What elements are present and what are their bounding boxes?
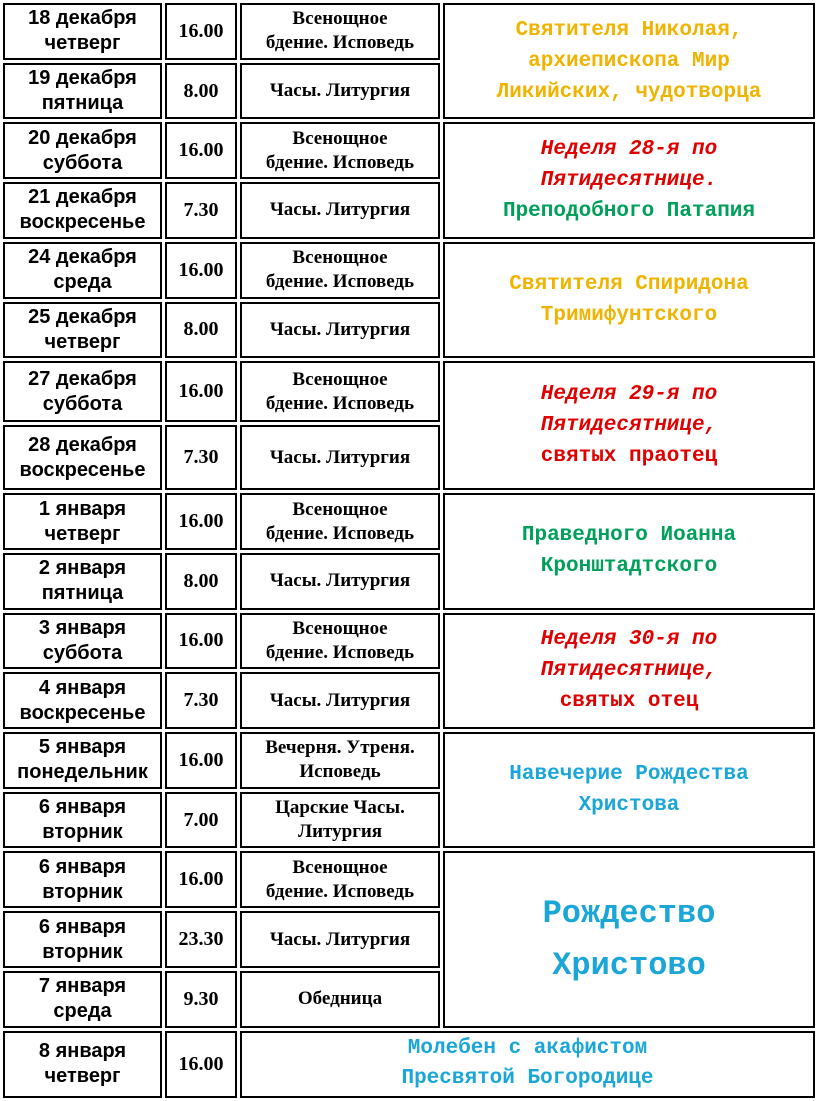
weekday: воскресенье: [19, 458, 146, 481]
feast-cell: [240, 1031, 815, 1098]
feast-cell: [443, 493, 815, 609]
day: 8 января: [38, 1040, 127, 1063]
weekday: суббота: [42, 641, 123, 664]
time-cell: 16.00: [165, 732, 237, 789]
day: 19 декабря: [28, 67, 137, 90]
time-cell: 9.30: [165, 971, 237, 1028]
time-cell: 16.00: [165, 1031, 237, 1098]
date-cell: [3, 672, 162, 729]
date-cell: [3, 851, 162, 908]
service-line: Вечерня. Утреня.: [265, 737, 415, 759]
feast-line: Пятидесятнице,: [540, 414, 718, 438]
weekday: воскресенье: [19, 211, 146, 234]
date-cell: [3, 361, 162, 422]
time-cell: 16.00: [165, 613, 237, 670]
date-cell: [3, 613, 162, 670]
schedule-row: [3, 3, 815, 60]
service-cell: [240, 242, 440, 299]
date-cell: [3, 63, 162, 120]
service-line: бдение. Исповедь: [265, 271, 415, 293]
weekday: вторник: [42, 940, 123, 963]
feast-line: святых праотец: [540, 445, 718, 469]
day: 5 января: [38, 736, 127, 759]
day: 21 декабря: [28, 186, 137, 209]
weekday: пятница: [41, 92, 124, 115]
weekday: воскресенье: [19, 701, 146, 724]
feast-line: Преподобного Патапия: [502, 200, 756, 224]
day: 18 декабря: [28, 7, 137, 30]
service-cell: [240, 971, 440, 1028]
day: 24 декабря: [28, 246, 137, 269]
day: 1 января: [38, 497, 127, 520]
date-cell: [3, 732, 162, 789]
feast-line: Христова: [578, 794, 680, 818]
feast-line: Святителя Николая,: [515, 18, 743, 42]
service-line: Всенощное: [292, 617, 388, 639]
weekday: среда: [53, 1000, 112, 1023]
date-cell: [3, 3, 162, 60]
date-cell: [3, 553, 162, 610]
time-cell: 7.30: [165, 425, 237, 490]
feast-line: Пресвятой Богородице: [401, 1067, 654, 1091]
date-cell: [3, 182, 162, 239]
service-line: Часы. Литургия: [269, 446, 411, 468]
day: 4 января: [38, 676, 127, 699]
service-line: Обедница: [297, 988, 383, 1010]
date-cell: [3, 242, 162, 299]
service-line: Всенощное: [292, 127, 388, 149]
service-line: Часы. Литургия: [269, 318, 411, 340]
day: 6 января: [38, 915, 127, 938]
feast-line: архиепископа Мир: [528, 49, 730, 73]
feast-line: Навечерие Рождества: [509, 763, 749, 787]
day: 2 января: [38, 557, 127, 580]
day: 20 декабря: [28, 126, 137, 149]
schedule-row: [3, 732, 815, 789]
service-line: бдение. Исповедь: [265, 392, 415, 414]
feast-line: Рождество: [542, 894, 716, 932]
service-cell: [240, 851, 440, 908]
time-cell: 7.00: [165, 792, 237, 849]
service-line: бдение. Исповедь: [265, 880, 415, 902]
feast-line: Праведного Иоанна: [521, 524, 737, 548]
date-cell: [3, 792, 162, 849]
service-cell: [240, 3, 440, 60]
day: 7 января: [38, 975, 127, 998]
weekday: понедельник: [17, 761, 148, 784]
service-cell: [240, 361, 440, 422]
day: 6 января: [38, 855, 127, 878]
weekday: пятница: [41, 582, 124, 605]
feast-cell: [443, 613, 815, 729]
service-line: Всенощное: [292, 247, 388, 269]
service-line: Исповедь: [299, 761, 381, 783]
service-line: Литургия: [297, 821, 383, 843]
service-line: Всенощное: [292, 856, 388, 878]
time-cell: 16.00: [165, 361, 237, 422]
weekday: четверг: [44, 1065, 121, 1088]
day: 6 января: [38, 796, 127, 819]
service-line: Всенощное: [292, 368, 388, 390]
time-cell: 8.00: [165, 302, 237, 359]
service-line: Царские Часы.: [275, 797, 405, 819]
weekday: четверг: [44, 330, 121, 353]
date-cell: [3, 302, 162, 359]
time-cell: 23.30: [165, 911, 237, 968]
service-line: бдение. Исповедь: [265, 522, 415, 544]
time-cell: 16.00: [165, 242, 237, 299]
service-line: Часы. Литургия: [269, 928, 411, 950]
date-cell: [3, 425, 162, 490]
weekday: четверг: [44, 522, 121, 545]
weekday: четверг: [44, 32, 121, 55]
weekday: вторник: [42, 880, 123, 903]
service-line: бдение. Исповедь: [265, 641, 415, 663]
feast-line: Неделя 29-я по: [540, 383, 718, 407]
feast-line: Кронштадтского: [540, 555, 718, 579]
feast-cell: [443, 732, 815, 848]
schedule-row: [3, 242, 815, 299]
time-cell: 7.30: [165, 182, 237, 239]
schedule-row: [3, 851, 815, 908]
time-cell: 16.00: [165, 122, 237, 179]
service-cell: [240, 63, 440, 120]
day: 28 декабря: [28, 433, 137, 456]
time-cell: 16.00: [165, 851, 237, 908]
service-cell: [240, 122, 440, 179]
feast-line: Ликийских, чудотворца: [496, 80, 762, 104]
service-line: Часы. Литургия: [269, 80, 411, 102]
service-cell: [240, 553, 440, 610]
date-cell: [3, 1031, 162, 1098]
weekday: вторник: [42, 821, 123, 844]
feast-cell: [443, 242, 815, 358]
service-line: Часы. Литургия: [269, 689, 411, 711]
day: 27 декабря: [28, 367, 137, 390]
day: 3 января: [38, 616, 127, 639]
service-cell: [240, 911, 440, 968]
date-cell: [3, 493, 162, 550]
feast-line: Тримифунтского: [540, 304, 718, 328]
service-cell: [240, 493, 440, 550]
time-cell: 8.00: [165, 63, 237, 120]
time-cell: 16.00: [165, 3, 237, 60]
service-cell: [240, 732, 440, 789]
feast-line: Неделя 28-я по: [540, 138, 718, 162]
feast-line: Неделя 30-я по: [540, 628, 718, 652]
schedule-row: [3, 122, 815, 179]
day: 25 декабря: [28, 305, 137, 328]
feast-line: Христово: [552, 946, 706, 984]
service-cell: [240, 302, 440, 359]
service-line: Всенощное: [292, 8, 388, 30]
feast-cell: [443, 3, 815, 119]
schedule-row: [3, 493, 815, 550]
feast-line: Святителя Спиридона: [509, 273, 749, 297]
service-line: Часы. Литургия: [269, 199, 411, 221]
date-cell: [3, 971, 162, 1028]
time-cell: 7.30: [165, 672, 237, 729]
service-line: бдение. Исповедь: [265, 32, 415, 54]
service-cell: [240, 182, 440, 239]
service-line: Часы. Литургия: [269, 570, 411, 592]
service-line: бдение. Исповедь: [265, 151, 415, 173]
feast-line: святых отец: [559, 690, 699, 714]
feast-line: Пятидесятнице.: [540, 169, 718, 193]
time-cell: 16.00: [165, 493, 237, 550]
service-cell: [240, 792, 440, 849]
time-cell: 8.00: [165, 553, 237, 610]
service-line: Всенощное: [292, 498, 388, 520]
schedule-row: [3, 361, 815, 422]
feast-cell: [443, 122, 815, 238]
service-cell: [240, 672, 440, 729]
weekday: среда: [53, 271, 112, 294]
schedule-row: [3, 1031, 815, 1098]
date-cell: [3, 122, 162, 179]
feast-line: Пятидесятнице,: [540, 659, 718, 683]
weekday: суббота: [42, 151, 123, 174]
service-cell: [240, 425, 440, 490]
feast-cell: [443, 361, 815, 490]
date-cell: [3, 911, 162, 968]
schedule-row: [3, 613, 815, 670]
feast-line: Молебен с акафистом: [407, 1037, 648, 1061]
weekday: суббота: [42, 392, 123, 415]
feast-cell: [443, 851, 815, 1027]
service-cell: [240, 613, 440, 670]
